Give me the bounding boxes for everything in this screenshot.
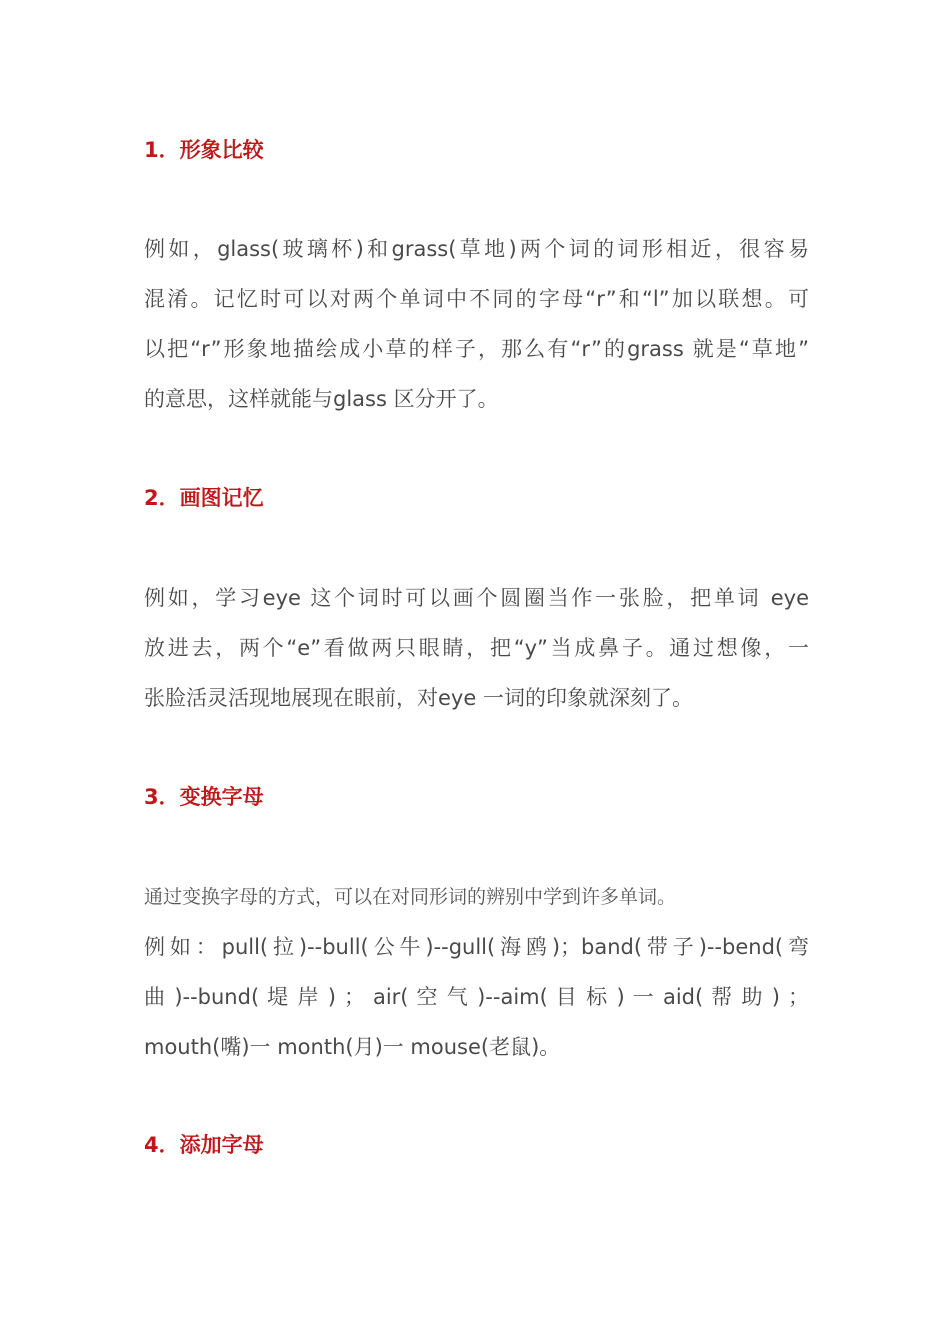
- paragraph-line: 例如，学习eye 这个词时可以画个圆圈当作一张脸，把单词 eye: [144, 586, 809, 610]
- paragraph-line: 的意思，这样就能与glass 区分开了。: [144, 387, 499, 411]
- section-heading-4: 4．添加字母: [144, 1133, 264, 1157]
- paragraph-line: mouth(嘴)一 month(月)一 mouse(老鼠)。: [144, 1035, 561, 1059]
- paragraph-line: 曲 )--bund( 堤 岸 ) ； air( 空 气 )--aim( 目 标 ) 一 aid( 帮 助 ) ；: [144, 985, 809, 1009]
- section-paragraph-2: [144, 573, 809, 723]
- paragraph-line: 例如，glass(玻璃杯)和grass(草地)两个词的词形相近，很容易: [144, 237, 809, 261]
- paragraph-line: 通过变换字母的方式，可以在对同形词的辨别中学到许多单词。: [144, 886, 677, 908]
- section-paragraph-3: [144, 872, 809, 1072]
- paragraph-line: 放进去，两个“e”看做两只眼睛，把“y”当成鼻子。通过想像，一: [144, 636, 809, 660]
- paragraph-line: 混淆。记忆时可以对两个单词中不同的字母“r”和“l”加以联想。可: [144, 287, 809, 311]
- paragraph-line: 张脸活灵活现地展现在眼前，对eye 一词的印象就深刻了。: [144, 686, 693, 710]
- paragraph-line: 例如：pull(拉)--bull(公牛)--gull(海鸥)；band(带子)--bend(弯: [144, 935, 809, 959]
- section-paragraph-1: [144, 224, 809, 424]
- section-heading-2: 2．画图记忆: [144, 486, 264, 510]
- paragraph-line: 以把“r”形象地描绘成小草的样子，那么有“r”的grass 就是“草地”: [144, 337, 809, 361]
- section-heading-1: 1．形象比较: [144, 138, 264, 162]
- section-heading-3: 3．变换字母: [144, 785, 264, 809]
